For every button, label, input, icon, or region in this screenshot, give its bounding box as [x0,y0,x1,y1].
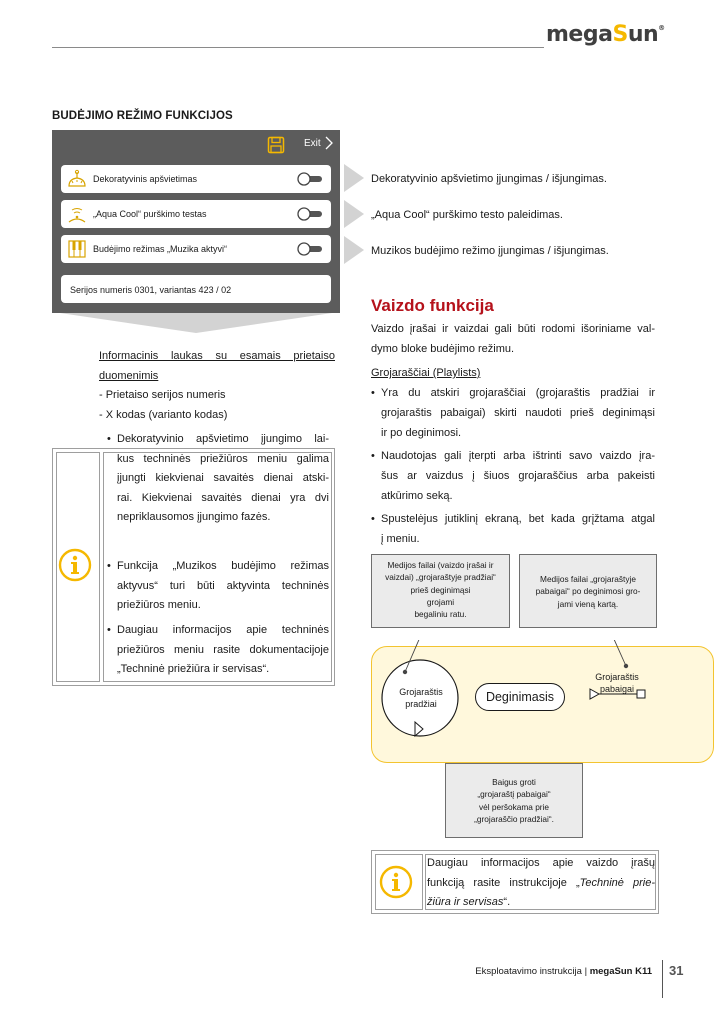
video-intro: Vaizdo įrašai ir vaizdai gali būti rodomi išoriniame val- dymo bloke budėjimo režimu. [371,323,655,355]
row-music-standby[interactable] [61,235,331,263]
end-playlist-label: Grojaraštis pabaigai [595,672,639,694]
loop-back-box: Baigus groti „grojaraštį pabaigai“ vėl peršokama prie „grojaraščio pradžiai“. [445,763,583,838]
row-decorative-lighting[interactable] [61,165,331,193]
pointer-arrow-icon [344,236,364,264]
info-item: - Prietaiso serijos numeris [99,389,226,401]
info-box-video-text: Daugiau informacijos apie vaizdo įrašų funkciją rasite instrukcijoje „Techninė prie- žiūra ir servisas“. [427,857,655,908]
music-icon [66,239,88,259]
description-lighting: Dekoratyvinio apšvietimo įjungimas / išjungimas. [371,173,607,185]
start-playlist-label: Grojaraštis pradžiai [399,687,443,709]
pointer-arrow-icon [344,200,364,228]
video-bullet: • Yra du atskiri grojaraščiai (grojaraštis pradžiai ir grojaraštis pabaigai) skirti naudoti prieš deginimąsi ir po deginimosi. [371,387,655,439]
video-heading: Vaizdo funkcija [371,296,494,315]
exit-button[interactable]: Exit [304,138,321,149]
spray-icon [66,204,88,224]
toggle-switch[interactable] [297,207,323,221]
description-music: Muzikos budėjimo režimo įjungimas / išjungimas. [371,245,609,257]
header-rule [52,47,544,48]
info-bullet: • Daugiau informacijos apie techninės [107,624,329,636]
info-bullet-cont: priežiūros meniu rasite dokumentacijoje „Techninė priežiūra ir servisas“. [117,643,329,676]
info-bullet-cont: kus techninės priežiūros meniu galima įjungti kiekvienai savaitės dienai atski- rai. Kiekvienai savaitės dienai yra dvi nepriklausomos įjungimo fazės. [117,452,329,524]
section-title: BUDĖJIMO REŽIMO FUNKCIJOS [52,110,233,122]
info-field-title: Informacinis laukas su esamais prietaiso [99,350,335,362]
info-bullet: • Dekoratyvinio apšvietimo įjungimo lai- [107,433,329,445]
video-bullet: • Spustelėjus jutiklinį ekraną, bet kada grįžtama atgal į meniu. [371,513,655,545]
serial-info-field: Serijos numeris 0301, variantas 423 / 02 [61,275,331,303]
footer-divider [662,960,663,998]
toggle-switch[interactable] [297,242,323,256]
info-bullet: • Funkcija „Muzikos budėjimo režimas [107,560,329,572]
megasun-logo: megaSun® [546,22,665,47]
info-icon [379,865,413,899]
video-bullet: • Naudotojas gali įterpti arba ištrinti savo vaizdo įra- šus ar vaizdus į šiuos grojaraščius arba pakeisti atkūrimo seką. [371,450,655,502]
row-label: „Aqua Cool“ purškimo testas [93,209,207,219]
toggle-switch[interactable] [297,172,323,186]
chevron-right-icon[interactable] [324,136,334,150]
info-field-title-cont: duomenimis [99,369,159,382]
playlists-title: Grojaraščiai (Playlists) [371,367,481,379]
info-field-description [99,347,335,425]
info-item: - X kodas (varianto kodas) [99,408,228,421]
row-aqua-cool[interactable] [61,200,331,228]
funnel-arrow [60,313,332,333]
info-icon [58,548,92,582]
save-icon[interactable] [267,136,285,154]
page-number: 31 [669,963,684,978]
lamp-icon [66,169,88,189]
media-start-box: Medijos failai (vaizdo įrašai ir vaizdai) „grojaraštyje pradžiai“ prieš deginimąsi grojami begaliniu ratu. [371,554,510,628]
row-label: Dekoratyvinis apšvietimas [93,174,198,184]
row-label: Budėjimo režimas „Muzika aktyvi“ [93,244,228,254]
info-bullet-cont: aktyvus“ turi būti aktyvinta techninės priežiūros meniu. [117,579,329,612]
description-aqua-cool: „Aqua Cool“ purškimo testo paleidimas. [371,209,563,221]
media-end-box: Medijos failai „grojaraštyje pabaigai“ po deginimosi gro- jami vieną kartą. [519,554,657,628]
tanning-session-label: Deginimasis [475,683,565,711]
footer-text: Eksploatavimo instrukcija | megaSun K11 [475,966,652,977]
device-standby-panel [52,130,340,313]
pointer-arrow-icon [344,164,364,192]
